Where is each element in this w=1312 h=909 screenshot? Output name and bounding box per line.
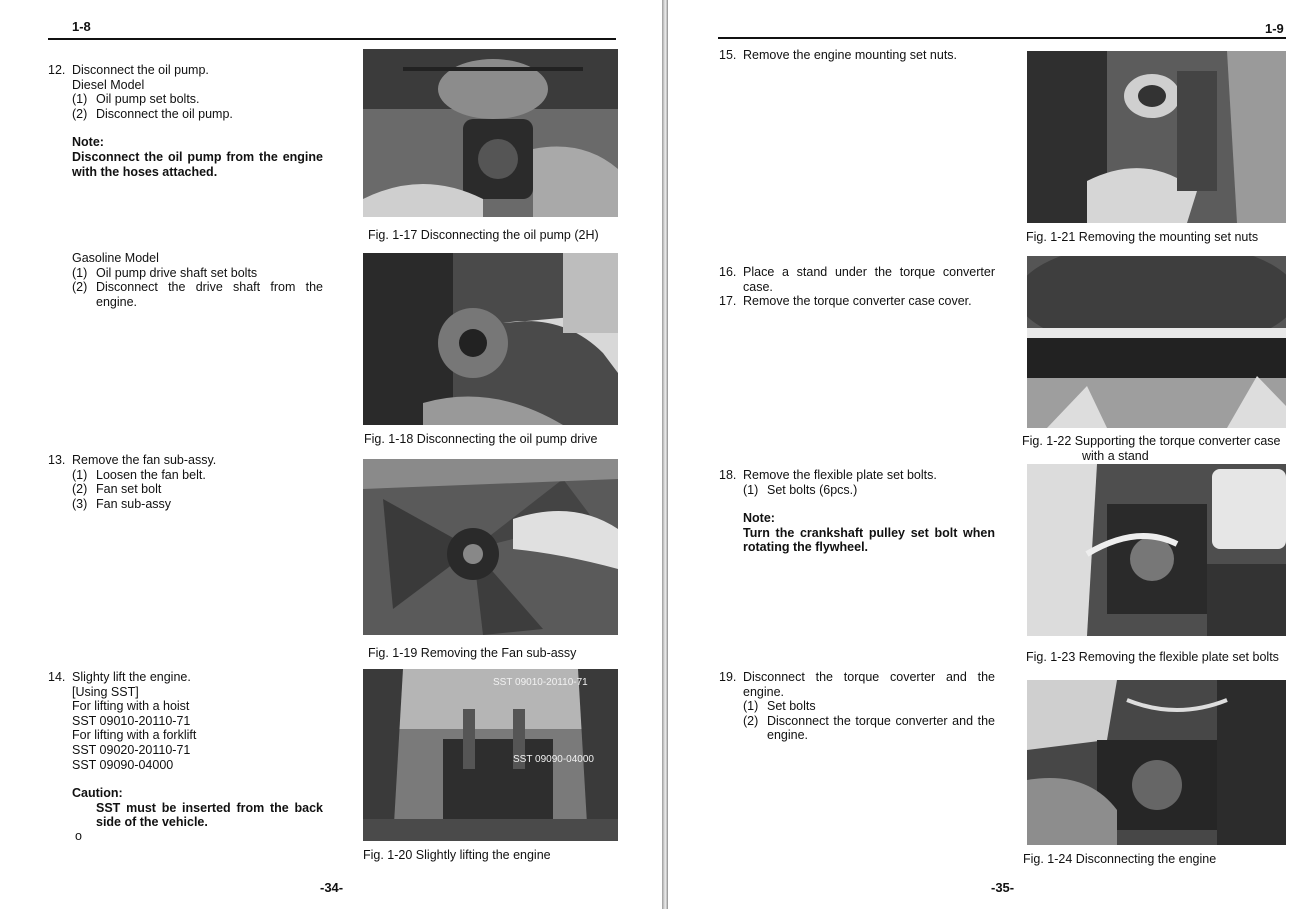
note-label: Note: (743, 511, 775, 526)
figure-1-17-photo (363, 49, 618, 217)
figure-1-18-photo (363, 253, 618, 425)
figure-caption: Fig. 1-19 Removing the Fan sub-assy (368, 646, 577, 660)
sst-line: For lifting with a hoist (72, 699, 190, 714)
figure-caption: Fig. 1-18 Disconnecting the oil pump drive (364, 432, 598, 446)
figure-caption: Fig. 1-24 Disconnecting the engine (1023, 852, 1217, 866)
note-text: Turn the crankshaft pulley set bolt when rotating the flywheel. (743, 525, 995, 555)
caution-label: Caution: (72, 786, 123, 801)
sst-photo-label-1: SST 09010-20110-71 (493, 677, 588, 688)
sst-line: SST 09020-20110-71 (72, 742, 191, 757)
figure-1-22-photo (1027, 256, 1286, 428)
caption-line: Fig. 1-22 Supporting the torque converter case (1022, 434, 1281, 448)
list-item: (2) Disconnect the drive shaft from the engine. (72, 280, 323, 309)
header-rule (48, 38, 616, 40)
sst-line: For lifting with a forklift (72, 728, 197, 743)
list-item: (1) Set bolts (6pcs.) (743, 482, 858, 497)
figure-1-21-photo (1027, 51, 1286, 223)
right-page (668, 0, 1312, 909)
list-item: (2) Fan set bolt (72, 482, 162, 497)
step-title: Remove the torque converter case cover. (743, 294, 972, 308)
step-number: 13. (48, 453, 66, 467)
gasoline-model-label: Gasoline Model (72, 251, 159, 265)
figure-caption: Fig. 1-23 Removing the flexible plate set bolts (1026, 650, 1279, 664)
sst-line: SST 09010-20110-71 (72, 713, 191, 728)
list-item: (3) Fan sub-assy (72, 496, 172, 511)
step-number: 17. (719, 294, 737, 308)
figure-1-20-photo (363, 669, 618, 841)
step-number: 18. (719, 468, 737, 482)
caption-line: with a stand (1082, 448, 1149, 463)
figure-caption: Fig. 1-20 Slightly lifting the engine (363, 848, 551, 862)
header-rule (718, 37, 1286, 39)
step-title: Disconnect the oil pump. (72, 63, 209, 77)
step-title: Remove the fan sub-assy. (72, 453, 217, 467)
step-title: Place a stand under the torque converter case. (743, 265, 995, 294)
figure-caption: Fig. 1-17 Disconnecting the oil pump (2H) (368, 228, 599, 242)
gasoline-model-block (72, 251, 323, 309)
step-number: 12. (48, 63, 66, 77)
step-number: 15. (719, 48, 737, 62)
page-folio: -34- (320, 880, 344, 895)
diesel-model-label: Diesel Model (72, 77, 145, 92)
step-title: Remove the flexible plate set bolts. (743, 468, 937, 482)
list-item: (2) Disconnect the torque converter and the engine. (743, 713, 995, 743)
list-item: (1) Set bolts (743, 699, 816, 714)
step-number: 16. (719, 265, 737, 279)
note-label: Note: (72, 135, 104, 150)
sst-line: [Using SST] (72, 684, 139, 699)
list-item: (2) Disconnect the oil pump. (72, 106, 233, 121)
step-title: Slighty lift the engine. (72, 670, 191, 684)
list-item: (1) Oil pump drive shaft set bolts (72, 265, 258, 280)
sst-line: SST 09090-04000 (72, 757, 174, 772)
figure-caption (1022, 434, 1280, 463)
list-item: (1) Loosen the fan belt. (72, 467, 206, 482)
figure-1-24-photo (1027, 680, 1286, 845)
bullet-mark: o (75, 829, 82, 843)
step-number: 19. (719, 670, 737, 684)
sst-photo-label-2: SST 09090-04000 (513, 754, 594, 765)
figure-caption: Fig. 1-21 Removing the mounting set nuts (1026, 230, 1259, 244)
step-number: 14. (48, 670, 66, 684)
section-number: 1-9 (1265, 21, 1284, 36)
page-folio: -35- (991, 880, 1015, 895)
figure-1-23-photo (1027, 464, 1286, 636)
caution-text: SST must be inserted from the back side of the vehicle. (96, 800, 323, 830)
step-title: Remove the engine mounting set nuts. (743, 48, 958, 62)
figure-1-19-photo (363, 459, 618, 635)
note-text: Disconnect the oil pump from the engine with the hoses attached. (72, 149, 323, 179)
section-number: 1-8 (72, 19, 91, 34)
step-title: Disconnect the torque coverter and the engine. (743, 670, 995, 699)
list-item: (1) Oil pump set bolts. (72, 92, 200, 107)
